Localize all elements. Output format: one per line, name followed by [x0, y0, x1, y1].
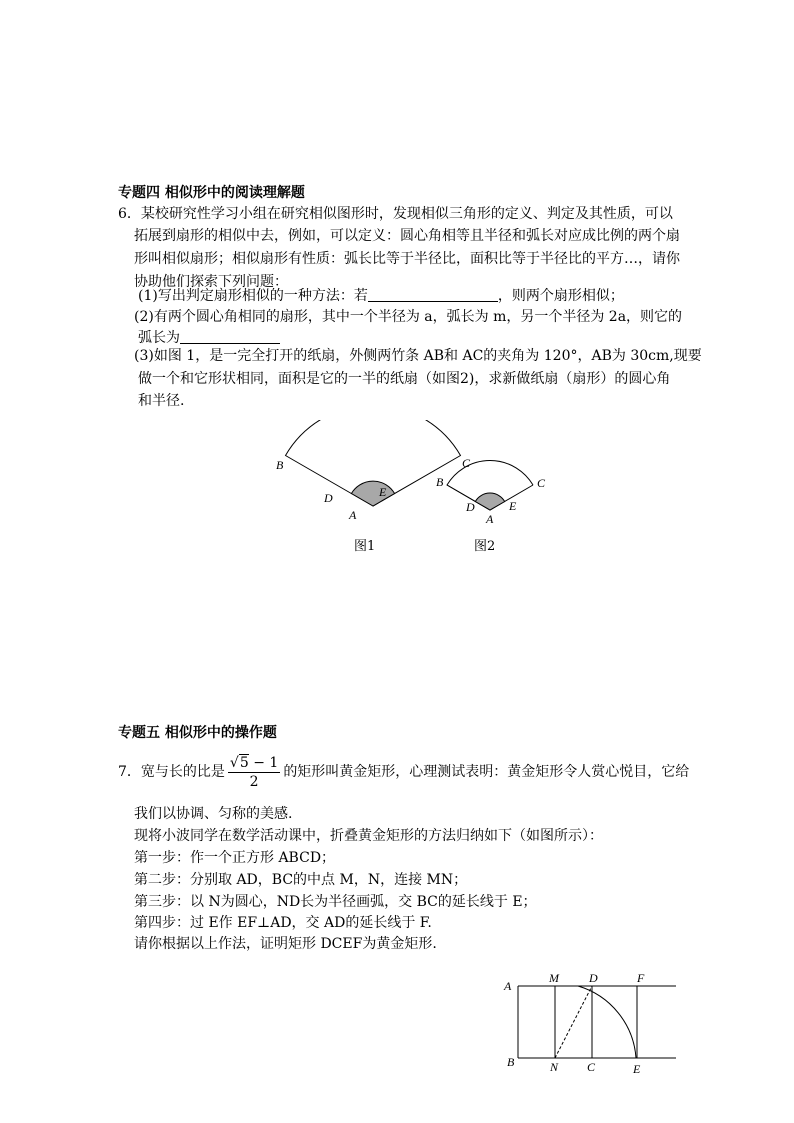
fig1-label-E: E: [379, 485, 387, 499]
q6-part2-answer-blank[interactable]: [180, 329, 280, 344]
q6-part2-line2: [138, 328, 280, 348]
fraction-denominator: 2: [249, 773, 259, 790]
fan-figures: [270, 420, 570, 560]
q7-suffix: 的矩形叫黄金矩形，心理测试表明：黄金矩形令人赏心悦目，它给: [283, 764, 690, 780]
q6-line2: 拓展到扇形的相似中去，例如，可以定义：圆心角相等且半径和弧长对应成比例的两个扇: [134, 228, 680, 244]
fig1-label-C: C: [462, 456, 471, 470]
golden-rectangle-figure: [500, 966, 680, 1076]
gr-label-N: N: [550, 1060, 559, 1074]
fraction-sqrt-radicand: 5: [239, 754, 249, 771]
figure1-caption: 图1: [354, 539, 376, 554]
q7-step2: 第二步：分别取 AD，BC的中点 M，N，连接 MN；: [134, 872, 468, 888]
q7-prefix: 7．宽与长的比是: [118, 764, 225, 780]
fig2-label-D: D: [466, 500, 475, 514]
q6-part1-answer-blank[interactable]: [368, 287, 498, 302]
q7-step3: 第三步：以 N为圆心，ND长为半径画弧，交 BC的延长线于 E；: [134, 894, 537, 910]
gr-label-C: C: [587, 1060, 596, 1074]
q6-line4: 协助他们探索下列问题：: [134, 274, 288, 290]
fig2-label-A: A: [486, 512, 494, 526]
q6-part1-suffix: ，则两个扇形相似；: [497, 288, 624, 304]
q6-part2: (2)有两个圆心角相同的扇形，其中一个半径为 a，弧长为 m，另一个半径为 2a，则它的: [134, 309, 683, 325]
q6-part2-label: 弧长为: [138, 330, 180, 346]
q6-line1: 6．某校研究性学习小组在研究相似图形时，发现相似三角形的定义、判定及其性质，可以: [118, 206, 673, 222]
fig1-label-D: D: [324, 491, 333, 505]
gr-label-E: E: [633, 1062, 641, 1076]
figure2-fan: [436, 461, 546, 526]
figure2-caption: 图2: [474, 539, 496, 554]
q6-part1-prefix: (1)写出判定扇形相似的一种方法：若: [138, 288, 368, 304]
golden-ratio-fraction: $\frac{√5 - 1}{2}$: [229, 754, 279, 790]
fig2-label-B: B: [436, 475, 444, 489]
fig1-label-B: B: [276, 458, 284, 472]
gr-label-B: B: [507, 1055, 515, 1069]
topic5-heading: 专题五 相似形中的操作题: [118, 725, 277, 741]
fig1-label-A: A: [349, 508, 357, 522]
q7-line1: [118, 752, 689, 792]
gr-label-A: A: [504, 979, 512, 993]
fig2-label-E: E: [509, 499, 517, 513]
fig2-label-C: C: [537, 476, 546, 490]
q6-part1: [138, 286, 624, 306]
fraction-numerator-rest: − 1: [248, 754, 279, 771]
gr-label-M: M: [549, 971, 559, 985]
q6-part3-line3: 和半径.: [138, 393, 185, 409]
q6-part3-line1: (3)如图 1，是一完全打开的纸扇，外侧两竹条 AB和 AC的夹角为 120°，AB为 30cm,现要: [134, 348, 702, 364]
figure1-fan: [276, 420, 471, 522]
q6-part3-line2: 做一个和它形状相同，面积是它的一半的纸扇（如图2)，求新做纸扇（扇形）的圆心角: [138, 371, 671, 387]
gr-label-D: D: [589, 971, 598, 985]
q7-line8: 请你根据以上作法，证明矩形 DCEF为黄金矩形.: [134, 936, 437, 952]
q7-line3: 现将小波同学在数学活动课中，折叠黄金矩形的方法归纳如下（如图所示）：: [134, 828, 603, 844]
gr-label-F: F: [637, 971, 645, 985]
q7-step1: 第一步：作一个正方形 ABCD；: [134, 850, 336, 866]
q7-line2: 我们以协调、匀称的美感.: [134, 806, 293, 822]
q7-step4: 第四步：过 E作 EF⊥AD，交 AD的延长线于 F.: [134, 915, 432, 931]
q6-line3: 形叫相似扇形；相似扇形有性质：弧长比等于半径比，面积比等于半径比的平方…，请你: [134, 251, 680, 267]
topic4-heading: 专题四 相似形中的阅读理解题: [118, 185, 305, 201]
